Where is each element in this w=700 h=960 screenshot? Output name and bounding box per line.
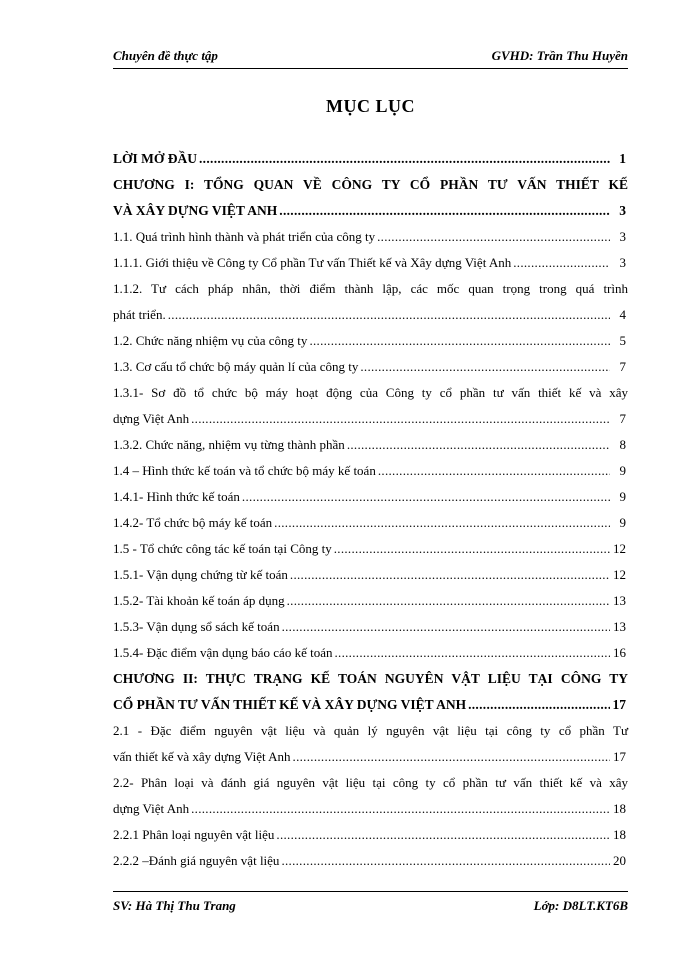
toc-entry[interactable] <box>113 796 628 822</box>
toc-entry[interactable] <box>113 354 628 380</box>
toc-entry[interactable] <box>113 432 628 458</box>
toc-entry[interactable] <box>113 536 628 562</box>
toc-dot-leader <box>334 640 610 666</box>
toc-entry-text: CỔ PHẦN TƯ VẤN THIẾT KẾ VÀ XÂY DỰNG VIỆT ANH <box>113 697 467 712</box>
toc-entry[interactable] <box>113 588 628 614</box>
toc-entry-text: 1.5.2- Tài khoản kế toán áp dụng <box>113 593 285 608</box>
toc-page-number: 9 <box>619 489 626 504</box>
toc-entry-text: dựng Việt Anh <box>113 411 190 426</box>
toc-page-number: 8 <box>619 437 626 452</box>
toc-dot-leader <box>191 796 610 822</box>
header-divider <box>113 68 628 69</box>
toc-page-number: 5 <box>619 333 626 348</box>
toc-dot-leader <box>290 562 610 588</box>
toc-page-number: 9 <box>619 463 626 478</box>
toc-dot-leader <box>168 302 610 328</box>
toc-dot-leader <box>242 484 610 510</box>
toc-page-number: 3 <box>619 255 626 270</box>
toc-page-number: 20 <box>613 853 626 868</box>
toc-chapter-line[interactable] <box>113 172 628 198</box>
toc-entry[interactable] <box>113 302 628 328</box>
toc-entry[interactable] <box>113 380 628 406</box>
toc-page-number: 12 <box>613 567 626 582</box>
toc-dot-leader <box>468 692 610 718</box>
toc-dot-leader <box>279 198 610 224</box>
toc-entry-text: vấn thiết kế và xây dựng Việt Anh <box>113 749 291 764</box>
toc-entry-text: 1.2. Chức năng nhiệm vụ của công ty <box>113 333 308 348</box>
toc-entry-text: 1.5.1- Vận dụng chứng từ kế toán <box>113 567 288 582</box>
toc-page-number: 13 <box>613 593 626 608</box>
toc-entry[interactable] <box>113 562 628 588</box>
toc-entry-text: 1.4 – Hình thức kế toán và tổ chức bộ máy kế toán <box>113 463 376 478</box>
toc-entry-text: 1.1.2. Tư cách pháp nhân, thời điểm thành lập, các mốc quan trọng trong quá trình <box>113 281 628 296</box>
toc-entry[interactable] <box>113 744 628 770</box>
page-header <box>113 46 628 66</box>
toc-entry[interactable] <box>113 276 628 302</box>
toc-dot-leader <box>274 510 610 536</box>
toc-entry-text: 1.3.1- Sơ đồ tổ chức bộ máy hoạt động của Công ty cổ phần tư vấn thiết kế và xây <box>113 385 628 400</box>
toc-page-number: 17 <box>613 749 626 764</box>
toc-page-number: 9 <box>619 515 626 530</box>
toc-entry[interactable] <box>113 848 628 874</box>
toc-dot-leader <box>282 614 610 640</box>
toc-chapter-line[interactable] <box>113 146 628 172</box>
toc-page-number: 3 <box>619 203 626 218</box>
toc-page-number: 7 <box>619 359 626 374</box>
toc-entry[interactable] <box>113 822 628 848</box>
toc-entry-text: 1.4.1- Hình thức kế toán <box>113 489 240 504</box>
toc-entry[interactable] <box>113 640 628 666</box>
header-supervisor: GVHD: Trần Thu Huyền <box>491 48 628 63</box>
toc-dot-leader <box>360 354 610 380</box>
toc-entry-text: 1.4.2- Tổ chức bộ máy kế toán <box>113 515 273 530</box>
toc-dot-leader <box>191 406 610 432</box>
toc-page-number: 18 <box>613 827 626 842</box>
toc-entry[interactable] <box>113 718 628 744</box>
toc-entry-text: LỜI MỞ ĐẦU <box>113 151 197 166</box>
toc-dot-leader <box>293 744 610 770</box>
toc-entry-text: 2.2.2 –Đánh giá nguyên vật liệu <box>113 853 280 868</box>
toc-entry-text: 1.5 - Tổ chức công tác kế toán tại Công ty <box>113 541 332 556</box>
toc-dot-leader <box>309 328 610 354</box>
footer-student: SV: Hà Thị Thu Trang <box>113 898 236 913</box>
toc-page-number: 16 <box>613 645 626 660</box>
toc-entry[interactable] <box>113 250 628 276</box>
toc-dot-leader <box>287 588 610 614</box>
toc-page-number: 17 <box>612 697 626 712</box>
toc-entry-text: 1.3.2. Chức năng, nhiệm vụ từng thành phần <box>113 437 345 452</box>
toc-dot-leader <box>334 536 610 562</box>
footer-class: Lớp: D8LT.KT6B <box>533 898 628 913</box>
toc-chapter-line[interactable] <box>113 198 628 224</box>
toc-chapter-line[interactable] <box>113 666 628 692</box>
toc-entry[interactable] <box>113 770 628 796</box>
page-footer <box>113 896 628 916</box>
toc-entry-text: 2.2.1 Phân loại nguyên vật liệu <box>113 827 275 842</box>
toc-entry-text: phát triển. <box>113 307 166 322</box>
toc-dot-leader <box>378 458 610 484</box>
toc-entry-text: VÀ XÂY DỰNG VIỆT ANH <box>113 203 278 218</box>
toc-entry[interactable] <box>113 406 628 432</box>
toc-page-number: 7 <box>619 411 626 426</box>
toc-page-number: 4 <box>619 307 626 322</box>
toc-entry[interactable] <box>113 224 628 250</box>
toc-dot-leader <box>377 224 610 250</box>
toc-entry-text: 1.1. Quá trình hình thành và phát triển của công ty <box>113 229 376 244</box>
toc-dot-leader <box>199 146 610 172</box>
toc-entry-text: 1.1.1. Giới thiệu về Công ty Cổ phần Tư vấn Thiết kế và Xây dựng Việt Anh <box>113 255 512 270</box>
toc-entry-text: 1.3. Cơ cấu tổ chức bộ máy quản lí của công ty <box>113 359 359 374</box>
toc-page-number: 1 <box>619 151 626 166</box>
toc-page-number: 18 <box>613 801 626 816</box>
toc-dot-leader <box>513 250 610 276</box>
toc-entry-text: 2.2- Phân loại và đánh giá nguyên vật liệu tại công ty cổ phần tư vấn thiết kế và xây <box>113 775 628 790</box>
toc-page-number: 12 <box>613 541 626 556</box>
header-report-type: Chuyên đề thực tập <box>113 48 218 63</box>
toc-page-number: 13 <box>613 619 626 634</box>
toc-entry[interactable] <box>113 614 628 640</box>
table-of-contents <box>113 146 628 874</box>
toc-entry[interactable] <box>113 484 628 510</box>
toc-entry-text: 1.5.3- Vận dụng sổ sách kế toán <box>113 619 280 634</box>
toc-entry-text: dựng Việt Anh <box>113 801 190 816</box>
footer-divider <box>113 891 628 892</box>
toc-page-number: 3 <box>619 229 626 244</box>
toc-entry[interactable] <box>113 510 628 536</box>
toc-entry-text: 1.5.4- Đặc điểm vận dụng báo cáo kế toán <box>113 645 333 660</box>
toc-dot-leader <box>281 848 610 874</box>
page-title: MỤC LỤC <box>326 96 415 116</box>
toc-entry-text: CHƯƠNG II: THỰC TRẠNG KẾ TOÁN NGUYÊN VẬT LIỆU TẠI CÔNG TY <box>113 671 628 686</box>
toc-entry-text: 2.1 - Đặc điểm nguyên vật liệu và quản lý nguyên vật liệu tại công ty cổ phần Tư <box>113 723 628 738</box>
toc-dot-leader <box>347 432 610 458</box>
toc-entry-text: CHƯƠNG I: TỔNG QUAN VỀ CÔNG TY CỔ PHẦN TƯ VẤN THIẾT KẾ <box>113 177 628 192</box>
toc-chapter-line[interactable] <box>113 692 628 718</box>
toc-entry[interactable] <box>113 458 628 484</box>
toc-entry[interactable] <box>113 328 628 354</box>
toc-dot-leader <box>276 822 610 848</box>
